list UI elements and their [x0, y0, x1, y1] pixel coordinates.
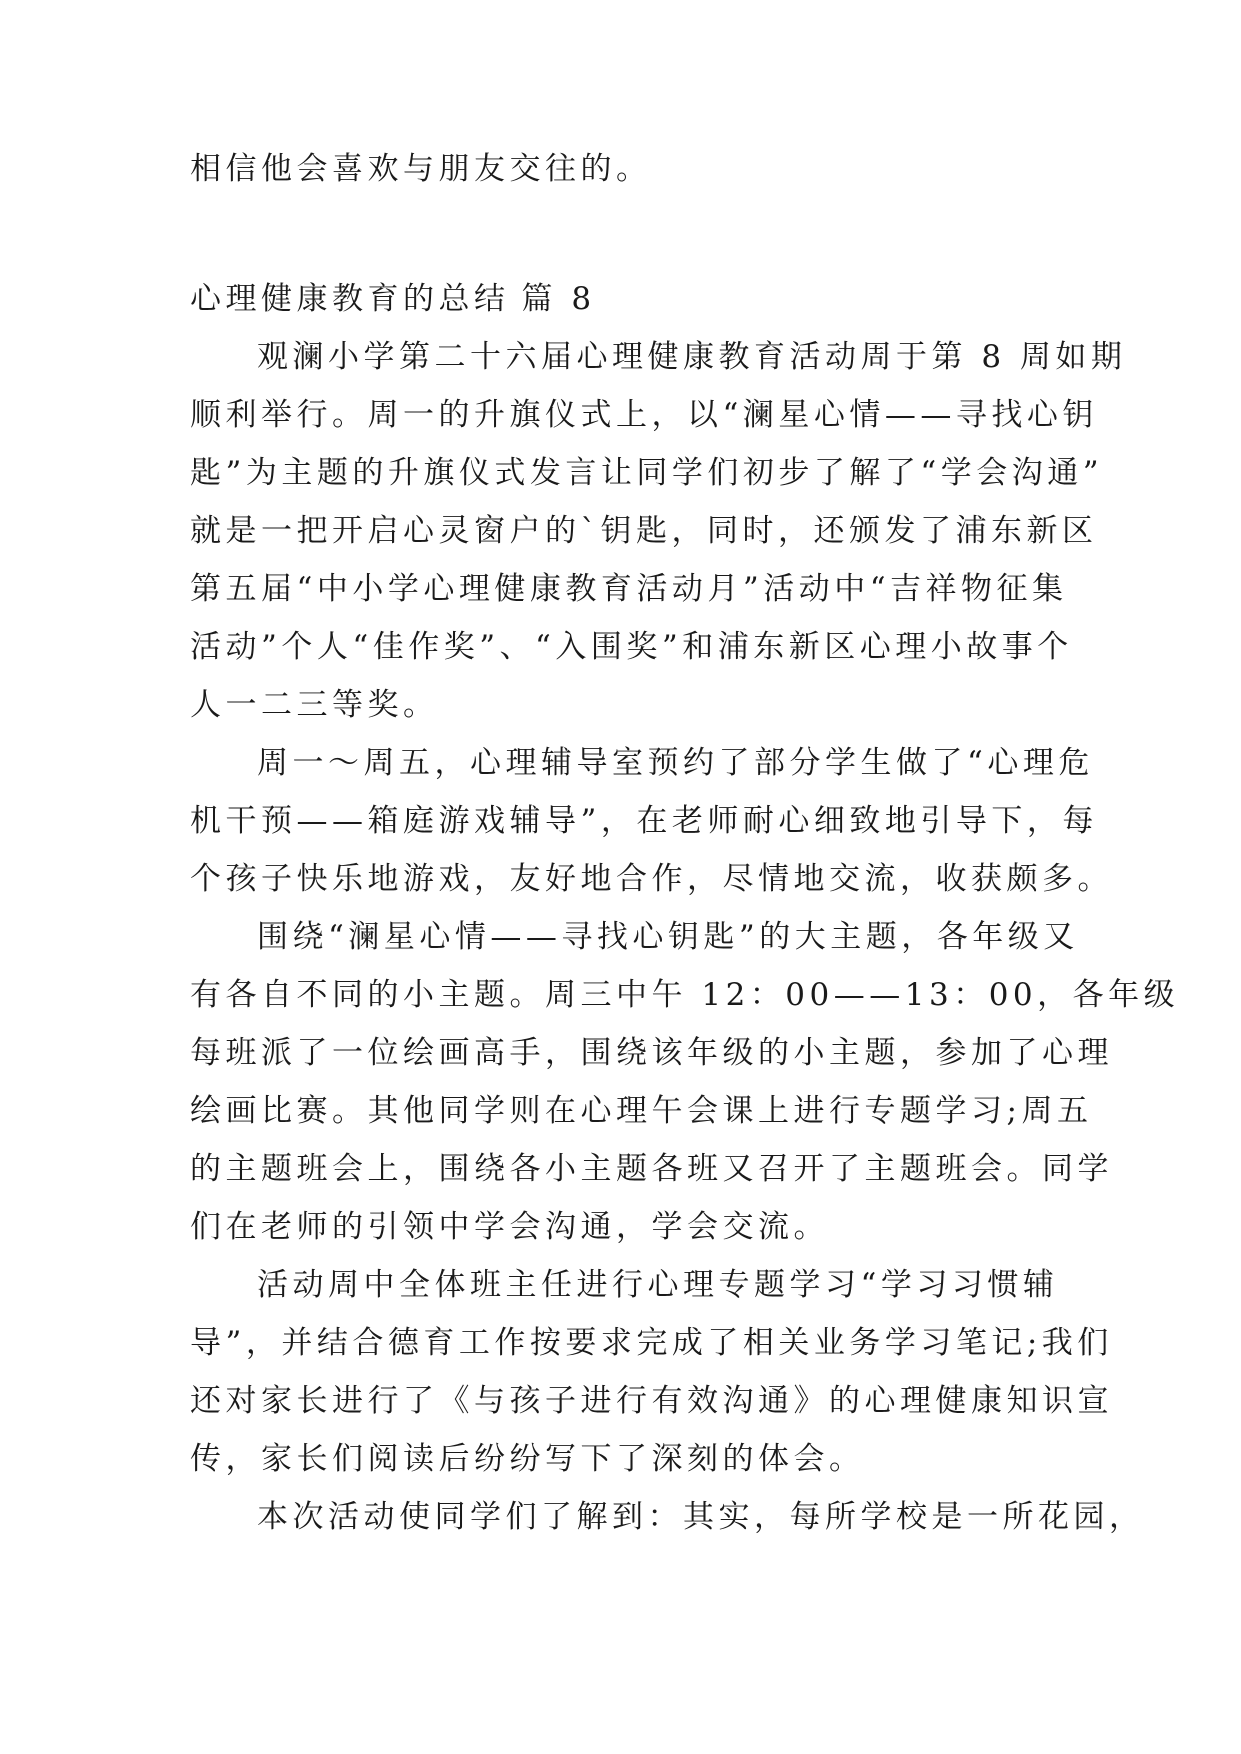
section-title-text: 心理健康教育的总结: [190, 281, 510, 317]
body-text: [190, 328, 1180, 1546]
body-line: 个孩子快乐地游戏，友好地合作，尽情地交流，收获颇多。: [190, 861, 1113, 897]
body-line: 传，家长们阅读后纷纷写下了深刻的体会。: [190, 1441, 865, 1477]
body-line: 顺利举行。周一的升旗仪式上，以“澜星心情——寻找心钥: [190, 397, 1098, 433]
body-line: 本次活动使同学们了解到：其实，每所学校是一所花园，: [257, 1499, 1145, 1535]
body-line: 匙”为主题的升旗仪式发言让同学们初步了解了“学会沟通”: [190, 455, 1104, 491]
body-line: 第五届“中小学心理健康教育活动月”活动中“吉祥物征集: [190, 571, 1068, 607]
continuation-paragraph: [190, 140, 1060, 198]
body-line: 围绕“澜星心情——寻找心钥匙”的大主题，各年级又: [257, 919, 1079, 955]
body-line: 的主题班会上，围绕各小主题各班又召开了主题班会。同学: [190, 1151, 1113, 1187]
body-line: 每班派了一位绘画高手，围绕该年级的小主题，参加了心理: [190, 1035, 1113, 1071]
body-line: 还对家长进行了《与孩子进行有效沟通》的心理健康知识宣: [190, 1383, 1113, 1419]
body-line: 观澜小学第二十六届心理健康教育活动周于第 8 周如期: [257, 339, 1127, 375]
text-line: 相信他会喜欢与朋友交往的。: [190, 151, 652, 187]
body-line: 机干预——箱庭游戏辅导”，在老师耐心细致地引导下，每: [190, 803, 1098, 839]
body-line: 有各自不同的小主题。周三中午 12：00——13：00，各年级: [190, 977, 1180, 1013]
section-number: 篇 8: [521, 281, 596, 317]
body-line: 们在老师的引领中学会沟通，学会交流。: [190, 1209, 829, 1245]
body-line: 周一～周五，心理辅导室预约了部分学生做了“心理危: [257, 745, 1094, 781]
body-line: 就是一把开启心灵窗户的`钥匙，同时，还颁发了浦东新区: [190, 513, 1098, 549]
section-heading: [190, 270, 596, 328]
body-line: 活动周中全体班主任进行心理专题学习“学习习惯辅: [257, 1267, 1059, 1303]
body-line: 导”，并结合德育工作按要求完成了相关业务学习笔记;我们: [190, 1325, 1113, 1361]
body-line: 活动”个人“佳作奖”、“入围奖”和浦东新区心理小故事个: [190, 629, 1073, 665]
body-line: 人一二三等奖。: [190, 687, 439, 723]
body-line: 绘画比赛。其他同学则在心理午会课上进行专题学习;周五: [190, 1093, 1093, 1129]
